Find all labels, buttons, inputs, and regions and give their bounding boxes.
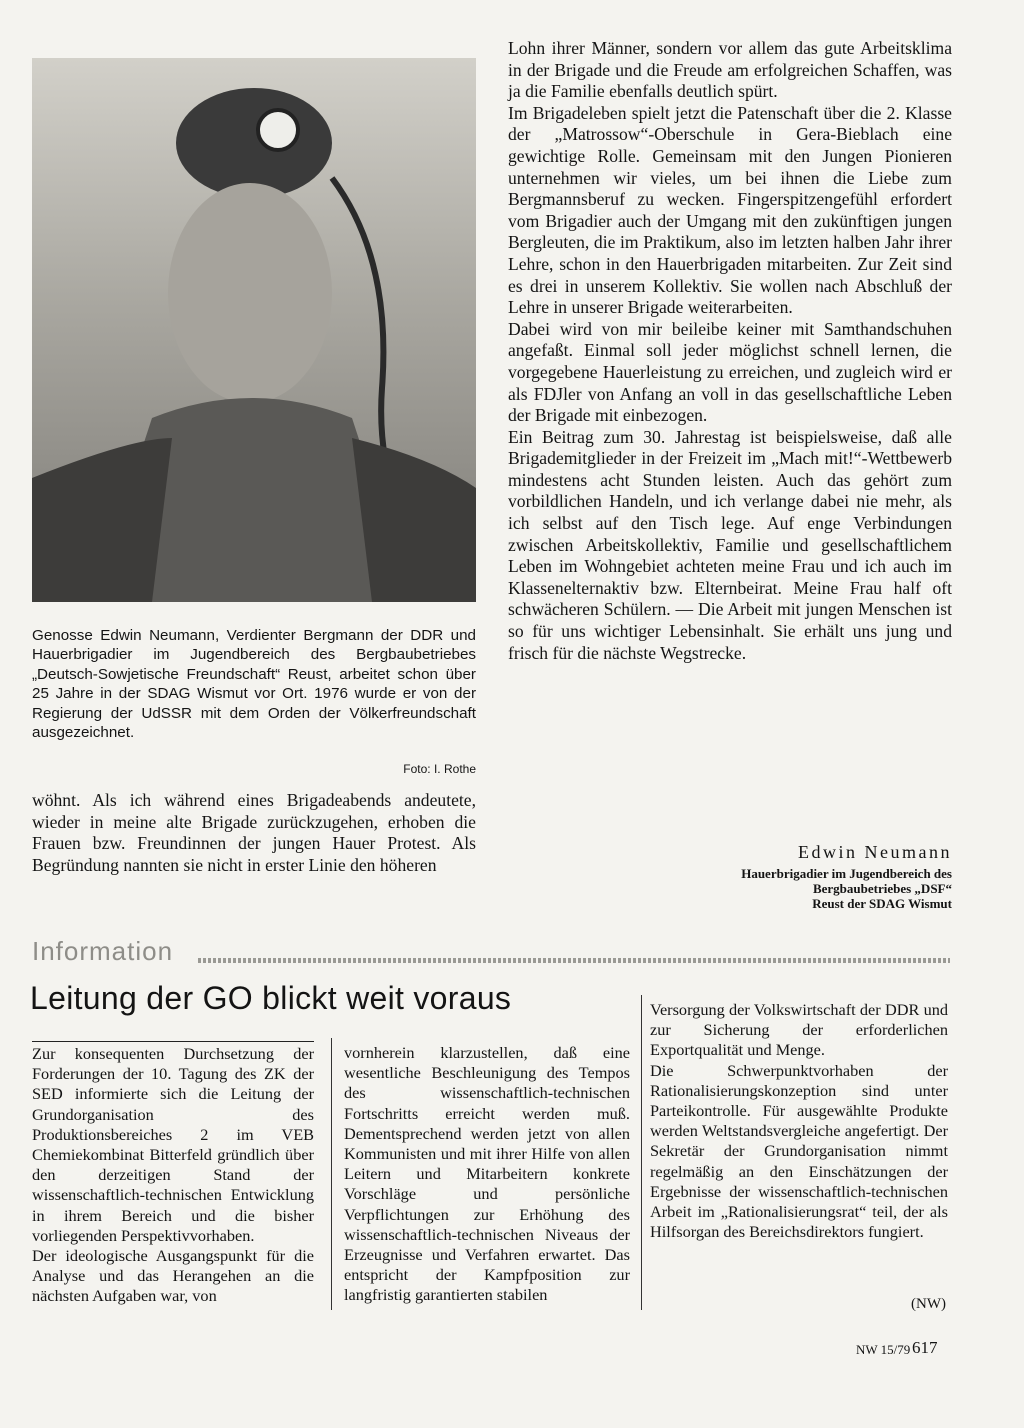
paragraph: vornherein klarzustellen, daß eine wesentliche Beschleunigung des Tempos des wissenschaftlich-technischen Fortschritts erreicht werden muß. Dementsprechend werden jetzt von allen Kommunisten und mit ihrer Hilfe von allen Leitern und Mitarbeitern konkrete Vorschläge und persönliche Verpflichtungen zur Erhöhung des wissenschaftlich-technischen Niveaus der Erzeugnisse und Verfahren erwartet. Das entspricht der Kampfposition zur langfristig garantierten stabilen [344,1043,630,1305]
photo-caption: Genosse Edwin Neumann, Verdienter Bergmann der DDR und Hauerbrigadier im Jugendbereich des Bergbaubetriebes „Deutsch-Sowjetische Freundschaft“ Reust, arbeitet schon über 25 Jahre in der SDAG Wismut vor Ort. 1976 wurde er von der Regierung der UdSSR mit dem Orden der Völkerfreundschaft ausgezeichnet. [32,627,476,742]
column-divider [641,995,642,1310]
photo-credit: Foto: I. Rothe [403,762,476,776]
info-column-1 [32,1041,314,1307]
paragraph: Der ideologische Ausgangspunkt für die Analyse und das Herangehen an die nächsten Aufgaben war, von [32,1246,314,1306]
paragraph: wöhnt. Als ich während eines Brigadeabends andeutete, wieder in meine alte Brigade zurückzugehen, erhoben die Frauen bzw. Freundinnen der jungen Hauer Protest. Als Begründung nannten sie nicht in erster Linie den höheren [32,790,476,875]
paragraph: Versorgung der Volkswirtschaft der DDR und zur Sicherung der erforderlichen Exportqualität und Menge. [650,1000,948,1060]
paragraph: Zur konsequenten Durchsetzung der Forderungen der 10. Tagung des ZK der SED informierte sich die Leitung der Grundorganisation des Produktionsbereiches 2 im VEB Chemiekombinat Bitterfeld gründlich über den derzeitigen Stand der wissenschaftlich-technischen Entwicklung in ihrem Bereich und die bisher vorliegenden Perspektivvorhaben. [32,1044,314,1245]
column-divider [331,1038,332,1310]
author-role-line: Reust der SDAG Wismut [812,896,952,911]
headline: Leitung der GO blickt weit voraus [30,980,512,1016]
author-role-line: Bergbaubetriebes „DSF“ [812,881,952,896]
portrait-photo [32,58,476,602]
paragraph: Im Brigadeleben spielt jetzt die Patenschaft über die 2. Klasse der „Matrossow“-Oberschule in Gera-Bieblach eine gewichtige Rolle. Gemeinsam mit den Jungen Pionieren unternehmen wir vieles, um bei ihnen die Liebe zum Bergmannsberuf zu wecken. Fingerspitzengefühl erfordert vom Brigadier auch der Umgang mit den zukünftigen jungen Bergleuten, die im Praktikum, also im letzten halben Jahr ihrer Lehre, schon in den Hauerbrigaden mitarbeiten. Zur Zeit sind es drei in unserem Kollektiv. Sie wollen nach Abschluß der Lehre in unserer Brigade weiterarbeiten. [508,102,952,318]
source-sign: (NW) [911,1296,946,1312]
author-name: Edwin Neumann [798,842,952,862]
article-column-right [508,38,952,664]
info-column-3 [650,1000,948,1242]
paragraph: Ein Beitrag zum 30. Jahrestag ist beispielsweise, daß alle Brigademitglieder in der Freizeit im „Mach mit!“-Wettbewerb mindestens acht Stunden leisten. Auch das gehört zum vorbildlichen Handeln, und ich verlange dabei nie mehr, als ich selbst auf den Tisch lege. Auf enge Verbindungen zwischen Arbeitskollektiv, Familie und gesellschaftlichem Leben im Wohngebiet achteten meine Frau und ich auch im Klassenelternaktiv bzw. Elternbeirat. Meine Frau half oft schwächeren Schülern. — Die Arbeit mit jungen Menschen ist so für uns wichtiger Lebensinhalt. Sie erhält uns jung und frisch für die nächste Wegstrecke. [508,426,952,663]
author-role [652,866,952,911]
article-column-left [32,790,476,876]
section-label: Information [32,936,174,966]
section-rule [198,958,950,963]
miner-figure [32,58,476,602]
paragraph: Die Schwerpunktvorhaben der Rationalisierungskonzeption sind unter Parteikontrolle. Für ausgewählte Produkte werden Weltstandsvergleiche angefertigt. Der Sekretär der Grundorganisation nimmt regelmäßig an den Einschätzungen der Ergebnisse der wissenschaftlich-technischen Arbeit im „Rationalisierungsrat“ teil, der als Hilfsorgan des Bereichsdirektors fungiert. [650,1060,948,1242]
author-role-line: Hauerbrigadier im Jugendbereich des [741,866,952,881]
paragraph: Dabei wird von mir beileibe keiner mit Samthandschuhen angefaßt. Einmal soll jeder möglichst schnell lernen, die vorgegebene Hauerleistung zu erreichen, und zugleich wird er als FDJler von Anfang an voll in das gesellschaftliche Leben der Brigade mit einbezogen. [508,318,952,426]
info-column-2 [344,1043,630,1306]
page-number: 617 [912,1338,938,1357]
issue-number: NW 15/79 [856,1342,911,1357]
paragraph: Lohn ihrer Männer, sondern vor allem das gute Arbeitsklima in der Brigade und die Freude am erfolgreichen Schaffen, was ja die Familie ebenfalls deutlich spürt. [508,38,952,102]
